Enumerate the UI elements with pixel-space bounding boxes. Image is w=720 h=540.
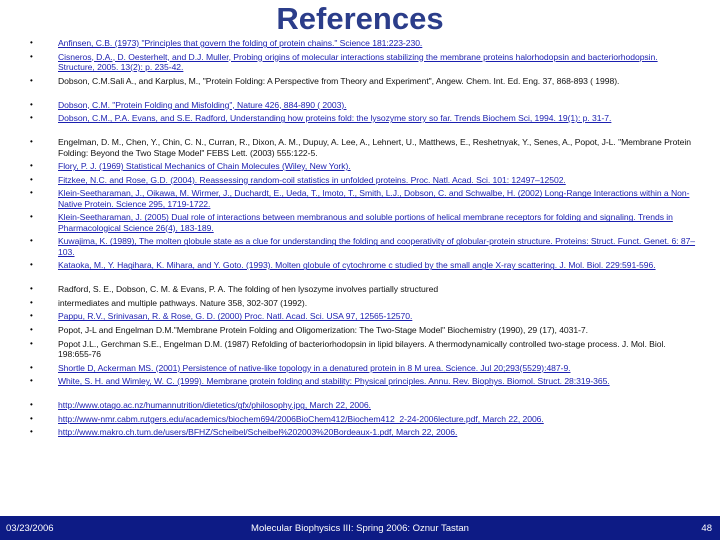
bullet-icon: • [30, 38, 33, 47]
footer-page-number: 48 [701, 523, 712, 534]
reference-item [30, 298, 696, 308]
reference-link[interactable]: http://www.otago.ac.nz/humannutrition/dietetics/gfx/philosophy.jpg, March 22, 2006. [58, 400, 371, 411]
reference-item[interactable] [30, 414, 696, 424]
reference-text: Dobson, C.M.Sali A., and Karplus, M., "Protein Folding: A Perspective from Theory and Experiment", Angew. Chem. Int. Ed. Eng. 37, 868-893 ( 1998). [58, 75, 620, 86]
reference-link[interactable]: http://www.makro.ch.tum.de/users/BFHZ/Scheibel/Scheibel%202003%20Bordeaux-1.pdf, March 22, 2006. [58, 427, 458, 438]
reference-link[interactable]: Shortle D, Ackerman MS. (2001) Persistence of native-like topology in a denatured protein in 8 M urea. Science. Jul 20;293(5529):487-9. [58, 362, 571, 373]
reference-item[interactable] [30, 52, 696, 73]
reference-text: intermediates and multiple pathways. Nature 358, 302-307 (1992). [58, 297, 308, 308]
reference-text: Engelman, D. M., Chen, Y., Chin, C. N., Curran, R., Dixon, A. M., Dupuy, A. Lee, A., Lehnert, U., Matthews, E., Reshetnyak, Y., Senes, A., Popot, J-L. "Membrane Protein Folding: Beyond the Two Stage Model" FEBS Lett. (2003) 555:122-5. [58, 137, 691, 158]
reference-item [30, 284, 696, 294]
reference-link[interactable]: Anfinsen, C.B. (1973) "Principles that govern the folding of protein chains." Science 181:223-230. [58, 38, 423, 48]
reference-item[interactable] [30, 376, 696, 397]
bullet-icon: • [30, 75, 33, 85]
reference-item[interactable] [30, 188, 696, 209]
reference-item[interactable] [30, 427, 696, 437]
reference-item[interactable] [30, 100, 696, 110]
bullet-icon: • [30, 113, 33, 123]
bullet-icon: • [30, 362, 33, 372]
reference-link[interactable]: http://www-nmr.cabm.rutgers.edu/academics/biochem694/2006BioChem412/Biochem412_2-24-2006lecture.pdf, March 22, 2006. [58, 413, 544, 424]
footer-title: Molecular Biophysics III: Spring 2006: Oznur Tastan [251, 523, 469, 534]
bullet-icon: • [30, 284, 33, 294]
bullet-icon: • [30, 427, 33, 437]
bullet-icon: • [30, 137, 33, 147]
bullet-icon: • [30, 161, 33, 171]
reference-item[interactable] [30, 260, 696, 281]
reference-link[interactable]: Flory, P. J. (1969) Statistical Mechanics of Chain Molecules (Wiley, New York). [58, 161, 351, 172]
footer-bar [0, 516, 720, 540]
reference-link[interactable]: Kuwajima, K. (1989), The molten globule state as a clue for understanding the folding and cooperativity of globular-protein structure. Proteins: Struct. Funct. Genet. 6: 87–103. [58, 236, 696, 257]
reference-item [30, 76, 696, 97]
bullet-icon: • [30, 236, 33, 246]
reference-item[interactable] [30, 212, 696, 233]
bullet-icon: • [30, 325, 33, 335]
reference-link[interactable]: Dobson, C.M. "Protein Folding and Misfolding", Nature 426, 884-890 ( 2003). [58, 99, 347, 110]
reference-list [30, 38, 696, 441]
reference-link[interactable]: Kataoka, M., Y. Hagihara, K. Mihara, and Y. Goto. (1993). Molten globule of cytochrome c studied by the small angle X-ray scattering. J. Mol. Biol. 229:591-596. [58, 260, 656, 271]
bullet-icon: • [30, 413, 33, 423]
reference-text: Popot, J-L and Engelman D.M."Membrane Protein Folding and Oligomerization: The Two-Stage Model" Biochemistry (1990), 29 (17), 4031-7. [58, 325, 588, 336]
bullet-icon: • [30, 51, 33, 61]
reference-item[interactable] [30, 38, 696, 48]
bullet-icon: • [30, 297, 33, 307]
reference-link[interactable]: Pappu, R.V., Srinivasan, R. & Rose, G. D. (2000) Proc. Natl. Acad. Sci. USA 97, 12565-12570. [58, 311, 413, 322]
reference-link[interactable]: Klein-Seetharaman, J. (2005) Dual role of interactions between membranous and soluble portions of helical membrane receptors for folding and signaling. Trends in Pharmacological Science 26(4), 183-189. [58, 212, 673, 233]
reference-item [30, 325, 696, 335]
reference-item[interactable] [30, 161, 696, 171]
bullet-icon: • [30, 376, 33, 386]
bullet-icon: • [30, 212, 33, 222]
reference-item[interactable] [30, 236, 696, 257]
reference-item[interactable] [30, 363, 696, 373]
reference-link[interactable]: Dobson, C.M., P.A. Evans, and S.E. Radford, Understanding how proteins fold: the lysozyme story so far. Trends Biochem Sci, 1994. 19(1): p. 31-7. [58, 113, 612, 124]
bullet-icon: • [30, 400, 33, 410]
reference-item[interactable] [30, 175, 696, 185]
reference-link[interactable]: Cisneros, D.A., D. Oesterhelt, and D.J. Muller, Probing origins of molecular interactions stabilizing the membrane proteins halorhodopsin and bacteriorhodopsin. Structure, 2005. 13(2): p. 235-42. [58, 51, 658, 72]
page-title: References [276, 1, 444, 36]
bullet-icon: • [30, 260, 33, 270]
reference-text: Radford, S. E., Dobson, C. M. & Evans, P. A. The folding of hen lysozyme involves partially structured [58, 284, 439, 295]
bullet-icon: • [30, 174, 33, 184]
bullet-icon: • [30, 99, 33, 109]
reference-item[interactable] [30, 400, 696, 410]
bullet-icon: • [30, 311, 33, 321]
reference-item[interactable] [30, 113, 696, 134]
reference-item [30, 339, 696, 360]
reference-link[interactable]: Klein-Seetharaman, J., Oikawa, M. Wirmer, J., Duchardt, E., Ueda, T., Imoto, T., Smith, L.J., Dobson, C. and Schwalbe, H. (2002) Long-Range Interactions within a Non-Native Protein. Science 295, 1719-1722. [58, 188, 690, 209]
reference-link[interactable]: Fitzkee, N.C. and Rose, G.D. (2004). Reassessing random-coil statistics in unfolded proteins. Proc. Natl. Acad. Sci. 101: 12497–12502. [58, 174, 566, 185]
footer-date: 03/23/2006 [6, 523, 54, 534]
reference-item [30, 137, 696, 158]
bullet-icon: • [30, 188, 33, 198]
reference-text: Popot J.L., Gerchman S.E., Engelman D.M. (1987) Refolding of bacteriorhodopsin in lipid bilayers. A thermodynamically controlled two-stage process. J. Mol. Biol. 198:655-76 [58, 338, 666, 360]
reference-link[interactable]: White, S. H. and Wimley, W. C. (1999). Membrane protein folding and stability: Physical principles. Annu. Rev. Biophys. Biomol. Struct. 28:319-365. [58, 376, 610, 387]
reference-item[interactable] [30, 311, 696, 321]
bullet-icon: • [30, 338, 33, 348]
